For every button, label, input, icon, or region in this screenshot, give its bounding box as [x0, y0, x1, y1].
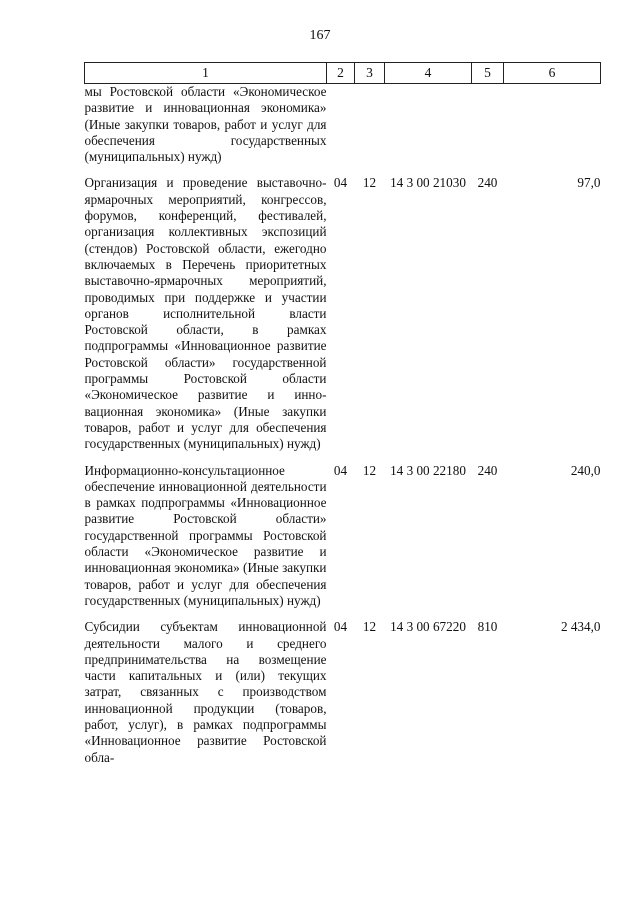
column-header-amount: 6 — [504, 63, 601, 84]
table-row — [85, 463, 601, 610]
page-number: 167 — [309, 28, 331, 43]
row-amount — [504, 84, 601, 166]
row-section: 04 — [333, 462, 348, 478]
table-row — [85, 84, 601, 166]
row-description: Организация и проведение выставочно-ярмарочных мероприятий, конгрессов, форумов, конференций, фестивалей, организация коллективных экспозиций (стендов) Ростовской области, ежегодно включаемых в Перечень приоритетных выставочно-ярмарочных мероприятий, проводимых при поддержке и участии органов исполнительной власти Ростовской области, в рамках подпрограммы «Инновационное развитие Ростовской области» государственной программы Ростовской области «Экономическое развитие и инновационная экономика» (Иные закупки товаров, работ и услуг для обеспечения государственных (муниципальных) нужд) — [84, 175, 327, 452]
row-description: мы Ростовской области «Экономическое развитие и инновационная экономика» (Иные закупки товаров, работ и услуг для обеспечения государственных (муниципальных) нужд) — [84, 84, 327, 165]
row-section: 04 — [333, 175, 348, 191]
row-subsection: 12 — [362, 175, 377, 191]
column-header-target-article: 4 — [385, 63, 472, 84]
row-target-article: 14 3 00 22180 — [390, 462, 466, 478]
column-header-description: 1 — [85, 63, 327, 84]
row-target-article — [385, 84, 472, 166]
row-subsection — [355, 84, 385, 166]
row-spacer — [85, 609, 601, 619]
table-header-row — [85, 63, 601, 84]
row-spacer — [85, 165, 601, 175]
row-section — [327, 84, 355, 166]
column-header-section: 2 — [327, 63, 355, 84]
row-subsection: 12 — [362, 462, 377, 478]
column-header-subsection: 3 — [355, 63, 385, 84]
row-expense-type: 810 — [477, 619, 498, 635]
budget-table — [84, 62, 601, 766]
row-expense-type: 240 — [477, 175, 498, 191]
row-section: 04 — [333, 619, 348, 635]
table-row — [85, 175, 601, 452]
row-description: Субсидии субъектам инновационной деятельности малого и среднего предпринимательства на возмещение части капитальных и (или) текущих затрат, связанных с производством инновационной продукции (товаров, работ, услуг), в рамках подпрограммы «Инновационное развитие Ростовской обла- — [84, 619, 327, 765]
row-expense-type: 240 — [477, 462, 498, 478]
row-expense-type — [472, 84, 504, 166]
row-spacer — [85, 453, 601, 463]
table-row — [85, 619, 601, 766]
row-amount: 240,0 — [570, 462, 601, 478]
row-amount: 2 434,0 — [560, 619, 601, 635]
column-header-expense-type: 5 — [472, 63, 504, 84]
row-subsection: 12 — [362, 619, 377, 635]
row-target-article: 14 3 00 21030 — [390, 175, 466, 191]
row-description: Информационно-консультационное обеспечение инновационной деятельности в рамках подпрограммы «Инновационное развитие Ростовской области» государственной программы Ростовской области «Экономическое развитие и инновационная экономика» (Иные закупки товаров, работ и услуг для обеспечения государственных (муниципальных) нужд) — [84, 462, 327, 608]
row-target-article: 14 3 00 67220 — [390, 619, 466, 635]
row-amount: 97,0 — [577, 175, 601, 191]
